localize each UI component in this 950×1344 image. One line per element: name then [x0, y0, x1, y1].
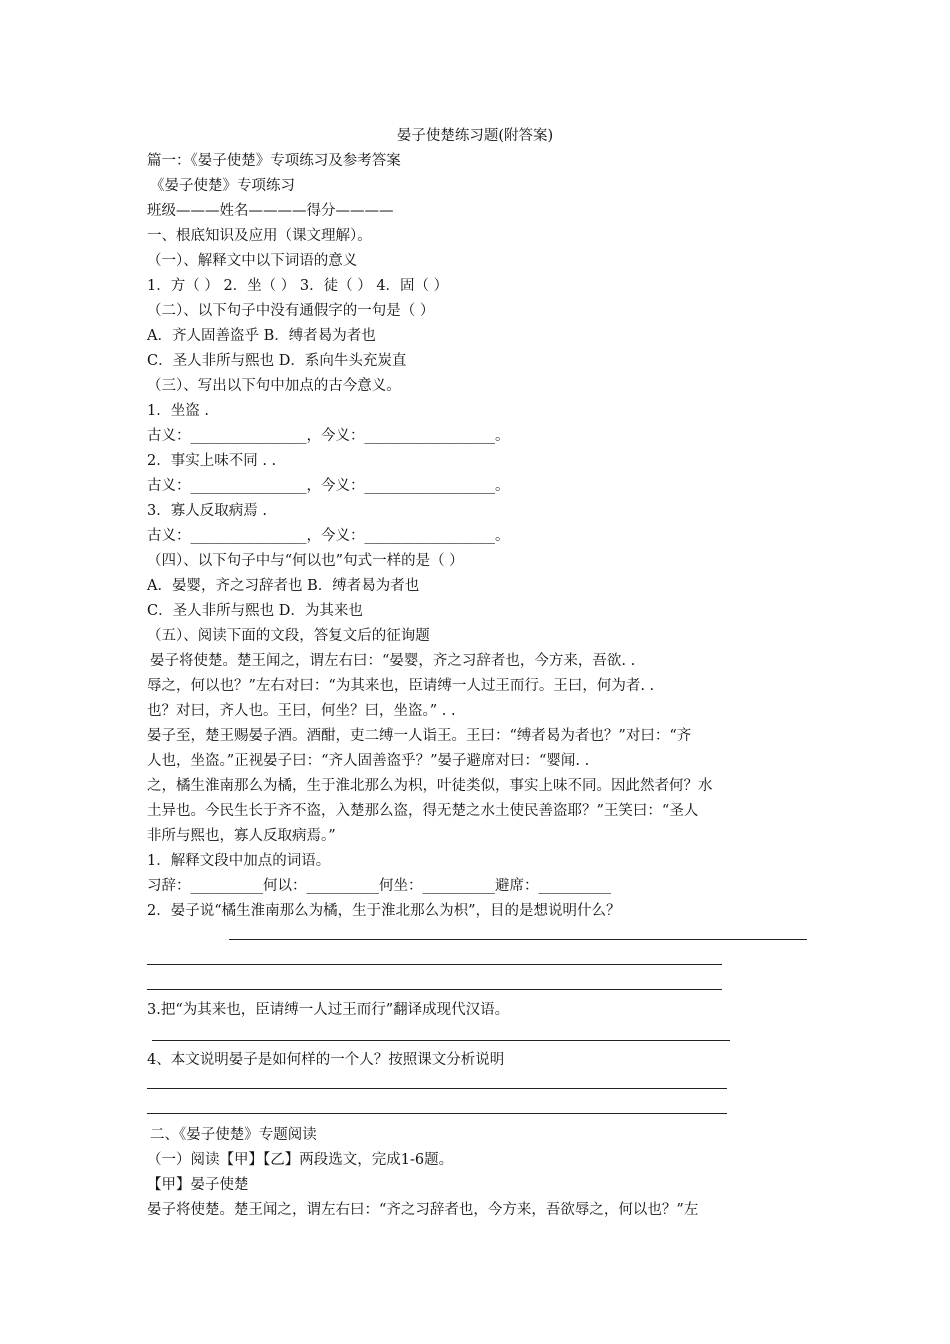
question-heading: （一）阅读【甲】【乙】两段选文，完成1-6题。 [147, 1152, 454, 1168]
passage-line: 晏子将使楚。楚王闻之，谓左右曰：“齐之习辞者也，今方来，吾欲辱之，何以也？”左 [147, 1202, 699, 1218]
question-line: 1．方（ ） 2．坐（ ） 3．徒（ ） 4．固（ ） [147, 278, 449, 294]
option-line: A．齐人固善盗乎 B．缚者曷为者也 [147, 328, 376, 344]
answer-rule [147, 1113, 727, 1114]
passage-line: 辱之，何以也？”左右对曰：“为其来也，臣请缚一人过王而行。王曰，何为者. . [147, 678, 655, 694]
part-two-heading: 二、《晏子使楚》专题阅读 [150, 1127, 317, 1143]
question-heading: （五）、阅读下面的文段，答复文后的征询题 [147, 628, 430, 644]
question-line: 4、本文说明晏子是如何样的一个人？按照课文分析说明 [147, 1052, 505, 1068]
answer-rule [147, 1088, 727, 1089]
option-line: A．晏婴，齐之习辞者也 B．缚者曷为者也 [147, 578, 420, 594]
answer-blank-line: 古义：________________，今义：__________________。 [147, 428, 510, 444]
passage-line: 之，橘生淮南那么为橘，生于淮北那么为枳，叶徒类似，事实上味不同。因此然者何？水 [147, 778, 713, 794]
answer-rule [147, 989, 722, 990]
passage-line: 也？对曰，齐人也。王曰，何坐？曰，坐盗。” . . [147, 703, 456, 719]
passage-title: 【甲】晏子使楚 [147, 1177, 249, 1193]
question-heading: （三）、写出以下句中加点的古今意义。 [147, 378, 401, 394]
passage-line: 晏子将使楚。楚王闻之，谓左右曰：“晏婴，齐之习辞者也，今方来，吾欲. . [150, 653, 636, 669]
answer-blank-line: 古义：________________，今义：__________________。 [147, 478, 510, 494]
section-heading: 篇一：《晏子使楚》专项练习及参考答案 [147, 153, 401, 169]
answer-rule [147, 964, 722, 965]
question-heading: （二）、以下句子中没有通假字的一句是（ ） [147, 303, 435, 319]
question-line: 2．晏子说“橘生淮南那么为橘，生于淮北那么为枳”，目的是想说明什么？ [147, 903, 621, 919]
question-line: 3．寡人反取病焉 . [147, 503, 267, 519]
question-line: 2．事实上味不同 . . [147, 453, 277, 469]
question-heading: （一）、解释文中以下词语的意义 [147, 253, 358, 269]
question-line: 1．解释文段中加点的词语。 [147, 853, 331, 869]
subtitle: 《晏子使楚》专项练习 [150, 178, 295, 194]
question-line: 1．坐盗 . [147, 403, 209, 419]
class-name-score-line: 班级———姓名————得分———— [147, 203, 394, 219]
answer-blank-line: 习辞：__________何以：__________何坐：__________避席：__________ [147, 878, 611, 894]
answer-rule [152, 1040, 730, 1041]
option-line: C．圣人非所与熙也 D．系向牛头充炭直 [147, 353, 407, 369]
option-line: C．圣人非所与熙也 D．为其来也 [147, 603, 363, 619]
answer-rule [229, 939, 807, 940]
passage-line: 非所与熙也，寡人反取病焉。” [147, 828, 336, 844]
answer-blank-line: 古义：________________，今义：__________________。 [147, 528, 510, 544]
passage-line: 人也，坐盗。”正视晏子曰：“齐人固善盗乎？”晏子避席对曰：“婴闻. . [147, 753, 590, 769]
question-line: 3.把“为其来也，臣请缚一人过王而行”翻译成现代汉语。 [147, 1002, 510, 1018]
passage-line: 土异也。今民生长于齐不盗，入楚那么盗，得无楚之水土使民善盗耶？”王笑曰：“圣人 [147, 803, 699, 819]
part-one-heading: 一、根底知识及应用（课文理解）。 [147, 228, 372, 244]
passage-line: 晏子至，楚王赐晏子酒。酒酣，吏二缚一人诣王。王曰：“缚者曷为者也？”对曰：“齐 [147, 728, 692, 744]
question-heading: （四）、以下句子中与“何以也”句式一样的是（ ） [147, 553, 464, 569]
document-title: 晏子使楚练习题(附答案) [396, 128, 554, 144]
